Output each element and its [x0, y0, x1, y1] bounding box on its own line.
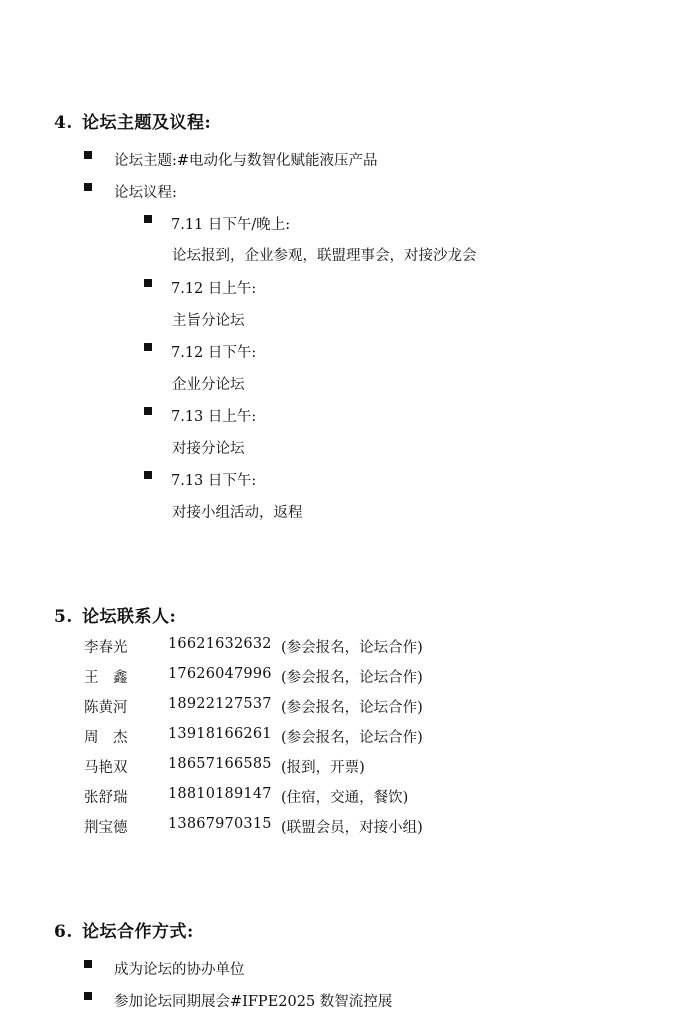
agenda-desc: 主旨分论坛 [172, 313, 245, 329]
cooperation-text: 参加论坛同期展会#IFPE2025 数智流控展 [114, 994, 393, 1010]
contact-row [84, 816, 504, 838]
square-bullet-icon [144, 407, 152, 415]
contact-name: 周 杰 [84, 730, 128, 746]
contact-role: (参会报名，论坛合作) [281, 670, 423, 686]
agenda-desc: 对接分论坛 [172, 441, 245, 457]
section-4-number: 4. [54, 113, 73, 133]
contact-name: 王 鑫 [84, 670, 128, 686]
contact-row [84, 756, 504, 778]
square-bullet-icon [84, 151, 92, 159]
agenda-desc: 企业分论坛 [172, 377, 245, 393]
forum-theme-text: 论坛主题:#电动化与数智化赋能液压产品 [114, 153, 378, 169]
square-bullet-icon [84, 992, 92, 1000]
cooperation-text: 成为论坛的协办单位 [114, 962, 245, 978]
agenda-time: 7.11 日下午/晚上: [171, 217, 291, 233]
contact-phone: 18922127537 [168, 696, 272, 712]
square-bullet-icon [144, 279, 152, 287]
agenda-time: 7.13 日下午: [171, 473, 257, 489]
agenda-time: 7.13 日上午: [171, 409, 257, 425]
contact-phone: 13918166261 [168, 726, 272, 742]
agenda-time-item [144, 341, 257, 361]
agenda-time-item [144, 469, 257, 489]
contact-phone: 16621632632 [168, 636, 272, 652]
contact-phone: 18657166585 [168, 756, 272, 772]
section-4-heading [54, 108, 211, 133]
section-5-number: 5. [54, 607, 73, 627]
contact-role: (参会报名，论坛合作) [281, 640, 423, 656]
section-6-title: 论坛合作方式: [82, 922, 194, 942]
section-5-title: 论坛联系人: [82, 607, 177, 627]
section-4-title: 论坛主题及议程: [82, 113, 212, 133]
contact-phone: 13867970315 [168, 816, 272, 832]
contact-row [84, 696, 504, 718]
cooperation-item [84, 958, 245, 978]
forum-theme-item [84, 149, 378, 169]
agenda-time: 7.12 日下午: [171, 345, 257, 361]
contact-row [84, 666, 504, 688]
forum-agenda-item [84, 181, 177, 201]
contact-row [84, 786, 504, 808]
square-bullet-icon [84, 960, 92, 968]
agenda-time: 7.12 日上午: [171, 281, 257, 297]
contact-row [84, 636, 504, 658]
section-5-heading [54, 602, 176, 627]
contact-role: (参会报名，论坛合作) [281, 700, 423, 716]
contact-name: 张舒瑞 [84, 790, 128, 806]
section-6-number: 6. [54, 922, 73, 942]
contact-name: 马艳双 [84, 760, 128, 776]
cooperation-item [84, 990, 393, 1010]
section-6-heading [54, 917, 194, 942]
contact-role: (报到，开票) [281, 760, 365, 776]
agenda-desc: 对接小组活动，返程 [172, 505, 303, 521]
contact-row [84, 726, 504, 748]
agenda-time-item [144, 277, 257, 297]
agenda-time-item [144, 405, 257, 425]
contact-role: (住宿，交通，餐饮) [281, 790, 409, 806]
contact-name: 荆宝德 [84, 820, 128, 836]
square-bullet-icon [84, 183, 92, 191]
square-bullet-icon [144, 215, 152, 223]
agenda-time-item [144, 213, 291, 233]
square-bullet-icon [144, 343, 152, 351]
contact-phone: 17626047996 [168, 666, 272, 682]
forum-agenda-label: 论坛议程: [114, 185, 177, 201]
contact-phone: 18810189147 [168, 786, 272, 802]
contact-role: (参会报名，论坛合作) [281, 730, 423, 746]
contact-name: 陈黄河 [84, 700, 128, 716]
contact-name: 李春光 [84, 640, 128, 656]
agenda-desc: 论坛报到，企业参观，联盟理事会，对接沙龙会 [172, 248, 477, 264]
contact-role: (联盟会员，对接小组) [281, 820, 423, 836]
square-bullet-icon [144, 471, 152, 479]
